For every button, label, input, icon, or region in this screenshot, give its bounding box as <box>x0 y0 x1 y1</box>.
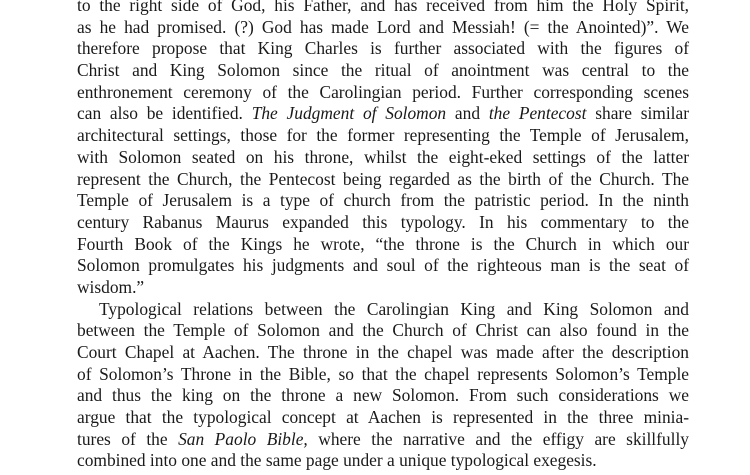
text-line <box>77 234 689 256</box>
text-run: between the Temple of Solomon and the Church of Christ can also found in the <box>77 320 689 341</box>
text-line <box>77 429 689 451</box>
text-line <box>77 38 689 60</box>
text-run: therefore propose that King Charles is further associated with the figures of <box>77 38 689 59</box>
text-run: and thus the king on the throne a new Solomon. From such considerations we <box>77 385 689 406</box>
text-line <box>77 17 689 39</box>
text-line <box>77 125 689 147</box>
italic-title: The Judgment of Solomon <box>251 103 447 124</box>
text-line <box>77 385 689 407</box>
text-run: architectural settings, those for the former representing the Temple of Jerusalem, <box>77 125 689 146</box>
text-line <box>77 147 689 169</box>
text-line <box>77 103 689 125</box>
text-run: can also be identified. <box>77 103 252 124</box>
text-line <box>77 60 689 82</box>
text-line <box>77 169 689 191</box>
text-run: Typological relations between the Carolingian King and King Solomon and <box>99 298 689 319</box>
text-line <box>77 364 689 386</box>
paragraph-2 <box>77 299 689 473</box>
text-run: and <box>446 103 489 124</box>
text-run: wisdom.” <box>77 276 145 297</box>
italic-title: San Paolo Bible, <box>178 428 308 449</box>
text-run: represent the Church, the Pentecost being regarded as the birth of the Church. The <box>77 168 689 189</box>
text-run: share similar <box>586 103 690 124</box>
text-run: Court Chapel at Aachen. The throne in the chapel was made after the description <box>77 342 689 362</box>
text-line <box>77 212 689 234</box>
text-run: tures of the <box>77 428 179 449</box>
body-text <box>77 0 689 472</box>
text-run: Christ and King Solomon since the ritual of anointment was central to the <box>77 60 689 81</box>
text-run: enthronement ceremony of the Carolingian period. Further corresponding scenes <box>77 81 689 102</box>
text-run: Solomon promulgates his judgments and soul of the righteous man is the seat of <box>77 255 689 276</box>
text-line <box>77 82 689 104</box>
text-line <box>77 0 689 17</box>
text-run: to the right side of God, his Father, and has received from him the Holy Spirit, <box>77 0 689 15</box>
text-line <box>77 299 689 321</box>
text-run: century Rabanus Maurus expanded this typology. In his commentary to the <box>77 211 689 232</box>
text-run: where the narrative and the effigy are skillfully <box>307 428 689 449</box>
text-line <box>77 407 689 429</box>
text-line <box>77 255 689 277</box>
text-line <box>77 190 689 212</box>
text-line <box>77 342 689 364</box>
text-run: of Solomon’s Throne in the Bible, so that the chapel represents Solomon’s Temple <box>77 363 689 384</box>
text-line <box>77 320 689 342</box>
text-run: with Solomon seated on his throne, whilst the eight-eked settings of the latter <box>77 146 689 167</box>
paragraph-1 <box>77 0 689 299</box>
text-line <box>77 277 689 299</box>
text-run: Fourth Book of the Kings he wrote, “the throne is the Church in which our <box>77 233 689 254</box>
text-run: as he had promised. (?) God has made Lord and Messiah! (= the Anointed)”. We <box>77 16 689 37</box>
text-run: Temple of Jerusalem is a type of church from the patristic period. In the ninth <box>77 190 689 211</box>
text-line <box>77 450 689 472</box>
text-run: argue that the typological concept at Aachen is represented in the three minia- <box>77 407 689 428</box>
italic-title: the Pentecost <box>488 103 587 124</box>
text-run: combined into one and the same page under a unique typological exegesis. <box>77 450 597 471</box>
